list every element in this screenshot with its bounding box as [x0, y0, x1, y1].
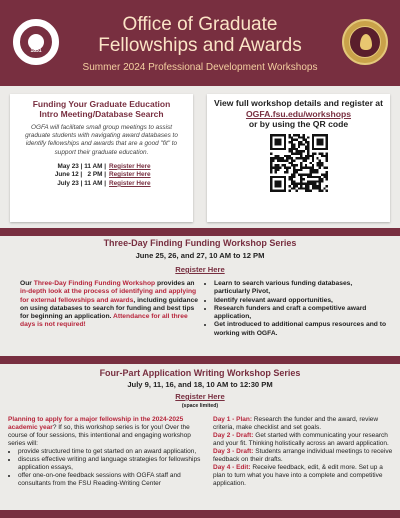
- footer-band: [0, 510, 400, 518]
- desc-highlight: Planning to apply for a major fellowship in the 2024-2025 academic year: [8, 416, 184, 431]
- title-line-1: Office of Graduate: [122, 14, 278, 35]
- space-limited-note: (space limited): [181, 403, 219, 409]
- intro-schedule: [18, 163, 185, 189]
- desc-highlight: in-depth look at the process of identifying and applying for external fellowships and awards: [20, 288, 197, 304]
- session-date: May 23 | 11 AM |: [57, 162, 106, 170]
- divider-band: [0, 356, 400, 364]
- day-text: Get started with communicating your research and your fit. Thinking holistically across an award application.: [213, 432, 389, 447]
- finding-funding-section: [0, 236, 400, 352]
- list-item: • Get introduced to additional campus resources and to working with OGFA.: [214, 321, 390, 338]
- desc-text: provides an: [155, 280, 195, 287]
- desc-text: Our: [20, 280, 34, 287]
- day-label: Day 2 - Draft:: [213, 432, 254, 439]
- day-item: [213, 416, 395, 432]
- section-bullets: [204, 280, 390, 338]
- day-text: Receive feedback, edit, & edit more. Set up a plan to turn what you have into a complete and competitive application.: [213, 464, 383, 487]
- section-title: Four-Part Application Writing Workshop Series: [99, 368, 301, 378]
- list-item: • offer one-on-one feedback sessions with OGFA staff and consultants from the FSU Reading-Writing Center: [18, 472, 206, 488]
- day-text: Students arrange individual meetings to receive feedback on their drafts.: [213, 448, 393, 463]
- qr-intro-text: View full workshop details and register at: [214, 98, 383, 108]
- register-link[interactable]: Register Here: [109, 162, 151, 170]
- list-item: • discuss effective writing and language strategies for fellowships application essays,: [18, 456, 206, 472]
- writing-days: [213, 416, 395, 488]
- session-date: July 23 | 11 AM |: [57, 179, 106, 187]
- register-link[interactable]: Register Here: [109, 179, 151, 187]
- ogfa-seal-icon: [342, 19, 388, 65]
- writing-workshop-section: [0, 364, 400, 518]
- writing-description: [8, 416, 206, 488]
- title-line-2: Fellowships and Awards: [98, 35, 302, 56]
- section-dates: July 9, 11, 16, and 18, 10 AM to 12:30 PM: [127, 380, 273, 389]
- day-label: Day 4 - Edit:: [213, 464, 251, 471]
- section-description: [20, 280, 200, 330]
- section-dates: June 25, 26, and 27, 10 AM to 12 PM: [135, 251, 265, 260]
- session-date: June 12 | 2 PM |: [54, 171, 106, 179]
- page-title: [70, 14, 330, 56]
- desc-highlight: Three-Day Finding Funding Workshop: [33, 280, 156, 287]
- list-item: • Research funders and craft a competitive award application,: [214, 305, 390, 322]
- register-link[interactable]: Register Here: [175, 265, 225, 274]
- desc-highlight: Attendance for all three days is not required!: [20, 313, 188, 329]
- qr-code-icon[interactable]: [270, 134, 328, 192]
- desc-text: ? If so, this workshop series is for you! Over the course of four sessions, this intentional and engaging workshop series will:: [8, 424, 191, 447]
- intro-title-line-2: Intro Meeting/Database Search: [39, 109, 164, 119]
- seal-year: 1851: [30, 48, 42, 54]
- register-link[interactable]: Register Here: [109, 171, 151, 179]
- fsu-seal-icon: [13, 19, 59, 65]
- intro-title: [18, 99, 185, 119]
- intro-description: OGFA will facilitate small group meetings to assist graduate students with navigating award databases to identify fellowships and awards that are a good "fit" to support their graduate education.: [25, 124, 178, 156]
- schedule-row: [18, 180, 185, 189]
- day-item: [213, 432, 395, 448]
- list-item: • Learn to search various funding databases, particularly Pivot,: [214, 280, 390, 297]
- section-title: Three-Day Finding Funding Workshop Series: [103, 238, 297, 248]
- header-banner: [0, 0, 400, 86]
- day-label: Day 3 - Draft:: [213, 448, 254, 455]
- divider-band: [0, 228, 400, 236]
- day-item: [213, 448, 395, 464]
- list-item: • Identify relevant award opportunities,: [214, 297, 390, 305]
- workshops-link[interactable]: OGFA.fsu.edu/workshops: [245, 108, 352, 119]
- day-text: Research the funder and the award, review criteria, make checklist and set goals.: [213, 416, 379, 431]
- register-link[interactable]: Register Here: [175, 392, 225, 401]
- day-item: [213, 464, 395, 488]
- day-label: Day 1 - Plan:: [213, 416, 253, 423]
- qr-instruction-text: or by using the QR code: [248, 119, 349, 129]
- schedule-row: [18, 171, 185, 180]
- list-item: • provide structured time to get started on an award application,: [18, 448, 206, 456]
- desc-text: , including guidance on using databases to search for funding and best tips for beginning an application.: [20, 296, 199, 321]
- qr-card: [207, 94, 390, 222]
- intro-meeting-card: [10, 94, 193, 222]
- intro-title-line-1: Funding Your Graduate Education: [32, 99, 171, 109]
- page-subtitle: Summer 2024 Professional Development Workshops: [82, 62, 318, 73]
- schedule-row: [18, 163, 185, 172]
